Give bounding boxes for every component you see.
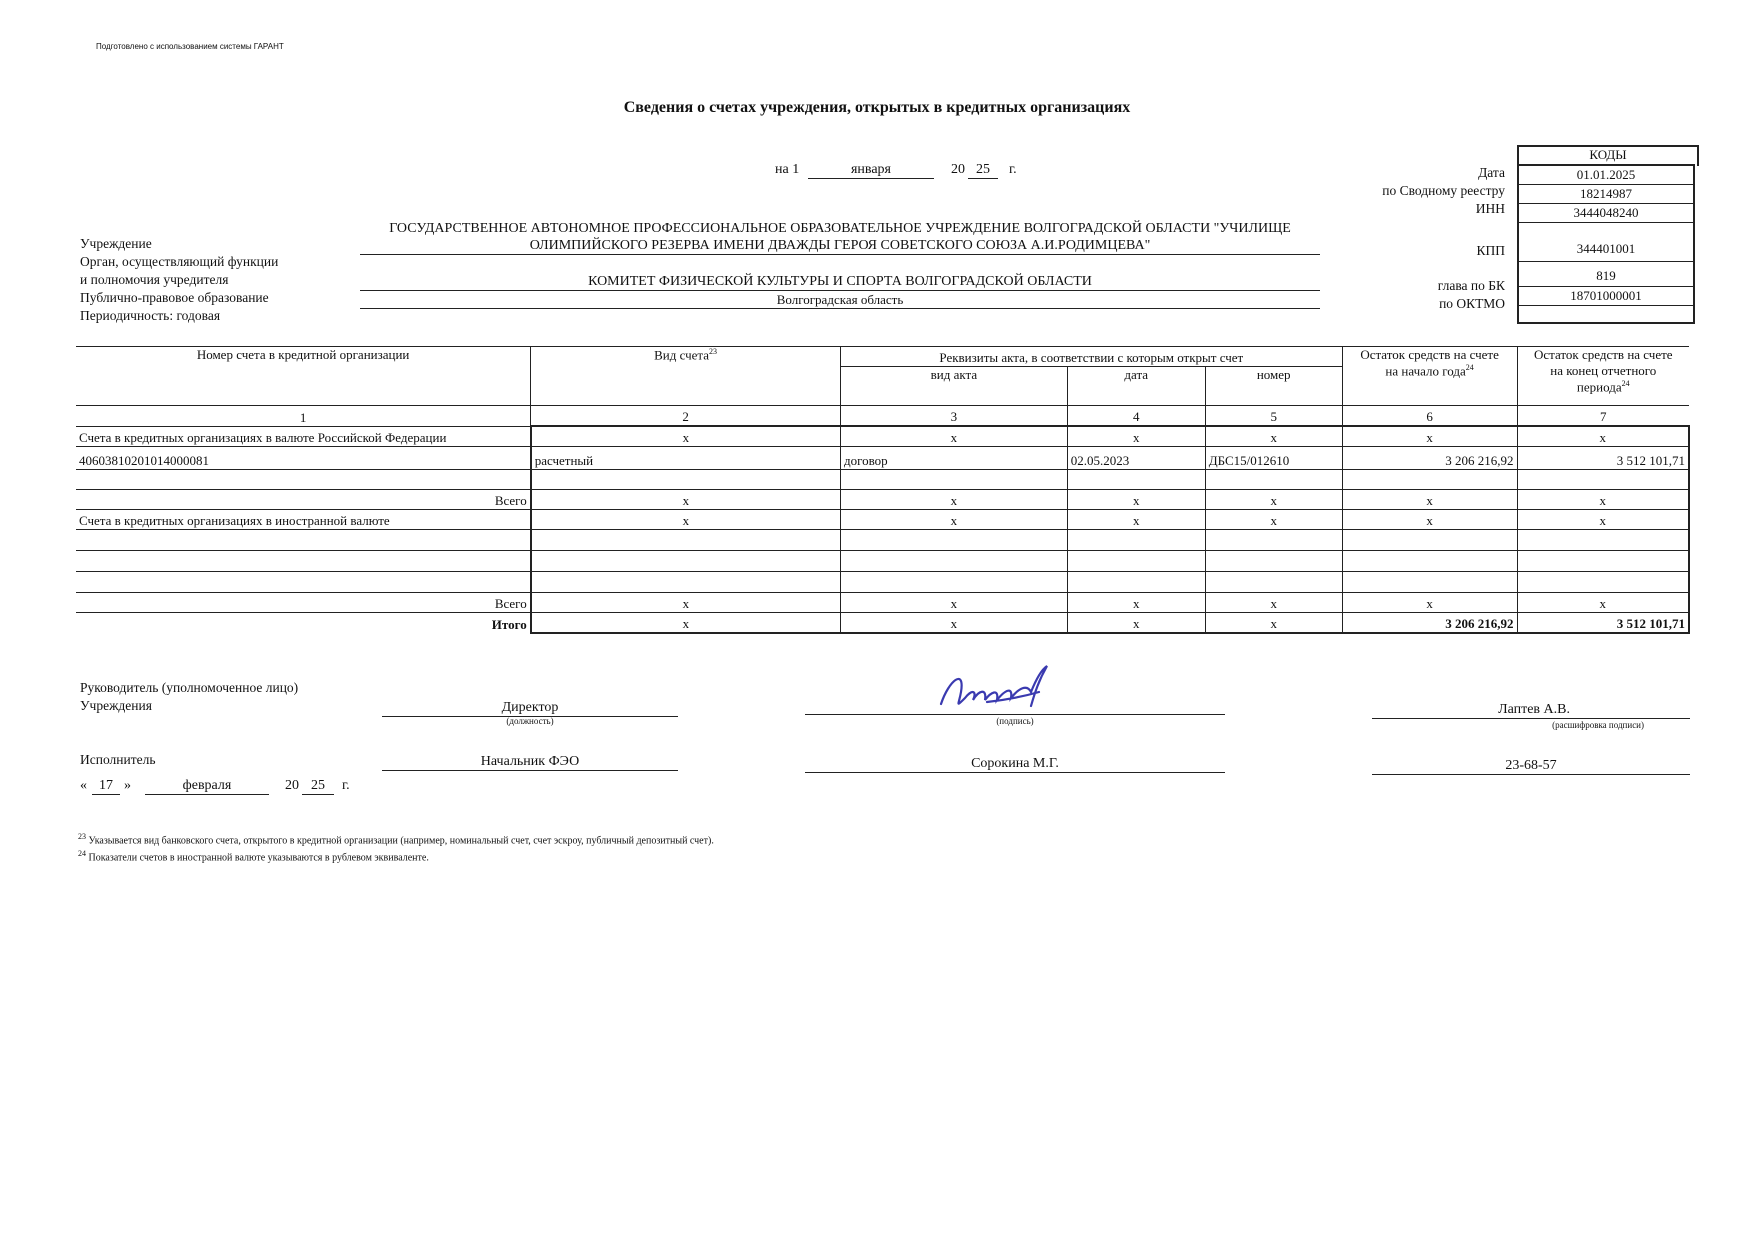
col-header-act-type: вид акта — [840, 367, 1067, 406]
cell-x: x — [1342, 490, 1517, 510]
cell-x: x — [1067, 593, 1205, 613]
founder-label-1: Орган, осуществляющий функции — [80, 254, 279, 269]
executor-position: Начальник ФЭО — [382, 754, 678, 771]
cell-x: x — [531, 510, 841, 530]
table-row — [76, 426, 1689, 447]
empty-cell — [840, 572, 1067, 593]
col-header-type: Вид счета$^{23}$ — [531, 347, 841, 406]
empty-cell — [1067, 572, 1205, 593]
executor-label: Исполнитель — [80, 752, 156, 767]
codes-header: КОДЫ — [1517, 145, 1699, 166]
empty-cell — [1205, 572, 1342, 593]
cell-x: x — [1205, 490, 1342, 510]
col-number: 5 — [1205, 406, 1342, 427]
empty-cell — [840, 470, 1067, 490]
empty-cell — [1342, 530, 1517, 551]
code-registry: 18214987 — [1519, 184, 1693, 203]
cell-x: x — [1067, 613, 1205, 634]
cell-x: x — [1342, 593, 1517, 613]
sign-date-g: г. — [342, 778, 350, 793]
code-inn-label: ИНН — [1475, 201, 1505, 216]
cell-x: x — [1205, 613, 1342, 634]
col-header-account: Номер счета в кредитной организации — [76, 347, 531, 406]
cell-x: x — [840, 426, 1067, 447]
report-date-year-prefix: 20 — [951, 162, 965, 177]
code-kpp: 344401001 — [1519, 222, 1693, 261]
cell-x: x — [1517, 426, 1689, 447]
col-number: 6 — [1342, 406, 1517, 427]
code-registry-label: по Сводному реестру — [1382, 183, 1505, 198]
code-date: 01.01.2025 — [1576, 167, 1636, 182]
code-bk-label: глава по БК — [1437, 278, 1505, 293]
code-bk: 819 — [1519, 261, 1693, 286]
empty-cell — [1205, 470, 1342, 490]
act-type: договор — [840, 447, 1067, 470]
cell-x: x — [1205, 426, 1342, 447]
empty-cell — [1205, 530, 1342, 551]
founder-label-2: и полномочия учредителя — [80, 272, 229, 287]
empty-cell — [76, 551, 531, 572]
code-date-label: Дата — [1478, 165, 1505, 180]
table-row — [76, 593, 1689, 613]
cell-x: x — [531, 490, 841, 510]
institution-name-line1: ГОСУДАРСТВЕННОЕ АВТОНОМНОЕ ПРОФЕССИОНАЛЬНОЕ ОБРАЗОВАТЕЛЬНОЕ УЧРЕЖДЕНИЕ ВОЛГОГРАДСКОЙ ОБЛАСТИ "УЧИЛИЩЕ — [389, 221, 1291, 236]
col-number: 7 — [1517, 406, 1689, 427]
cell-x: x — [1067, 490, 1205, 510]
public-label: Публично-правовое образование — [80, 290, 269, 305]
col-number: 3 — [840, 406, 1067, 427]
sign-date-year-prefix: 20 — [285, 778, 299, 793]
grand-total-row — [76, 613, 1689, 634]
table-row — [76, 447, 1689, 470]
empty-cell — [1342, 572, 1517, 593]
table-row — [76, 530, 1689, 551]
periodicity-label: Периодичность: годовая — [80, 308, 221, 323]
col-header-end: Остаток средств на счете на конец отчетного периода$^{24}$ — [1517, 347, 1689, 406]
code-oktmo-label: по ОКТМО — [1439, 296, 1505, 311]
col-header-act: Реквизиты акта, в соответствии с которым открыт счет — [840, 347, 1342, 367]
cell-x: x — [840, 613, 1067, 634]
table-row — [76, 551, 1689, 572]
cell-x: x — [840, 490, 1067, 510]
empty-cell — [76, 530, 531, 551]
code-kpp-label: КПП — [1476, 243, 1505, 258]
codes-box — [1517, 164, 1695, 324]
report-date-year: 25 — [968, 162, 998, 179]
empty-cell — [840, 530, 1067, 551]
table-row — [76, 572, 1689, 593]
table-row — [76, 490, 1689, 510]
cell-x: x — [1517, 510, 1689, 530]
sign-date-open: « — [80, 778, 87, 793]
table-row — [76, 510, 1689, 530]
code-inn: 3444048240 — [1519, 203, 1693, 222]
empty-cell — [1517, 470, 1689, 490]
executor-name: Сорокина М.Г. — [805, 756, 1225, 773]
cell-x: x — [531, 426, 841, 447]
founder-name: КОМИТЕТ ФИЗИЧЕСКОЙ КУЛЬТУРЫ И СПОРТА ВОЛГОГРАДСКОЙ ОБЛАСТИ — [360, 274, 1320, 291]
executor-phone: 23-68-57 — [1372, 758, 1690, 775]
cell-x: x — [840, 510, 1067, 530]
account-number: 40603810201014000081 — [76, 447, 531, 470]
col-header-start: Остаток средств на счете на начало года$^{24}$ — [1342, 347, 1517, 406]
cell-x: x — [531, 613, 841, 634]
empty-cell — [1067, 530, 1205, 551]
report-date-g: г. — [1009, 162, 1017, 177]
sign-date-year: 25 — [302, 778, 334, 795]
empty-cell — [531, 551, 841, 572]
institution-label: Учреждение — [80, 236, 152, 251]
total-fx-label: Всего — [76, 593, 531, 613]
empty-cell — [1205, 551, 1342, 572]
cell-x: x — [1517, 593, 1689, 613]
head-position: Директор — [382, 700, 678, 717]
empty-cell — [76, 572, 531, 593]
cell-x: x — [1342, 510, 1517, 530]
public-name: Волгоградская область — [360, 292, 1320, 309]
code-oktmo: 18701000001 — [1519, 286, 1693, 305]
act-number: ДБС15/012610 — [1205, 447, 1342, 470]
column-numbers-row — [76, 406, 1689, 427]
account-type: расчетный — [531, 447, 841, 470]
footnote-24: $^{24}$ Показатели счетов в иностранной валюте указываются в рублевом эквиваленте. — [78, 849, 429, 864]
institution-name-line2: ОЛИМПИЙСКОГО РЕЗЕРВА ИМЕНИ ДВАЖДЫ ГЕРОЯ СОВЕТСКОГО СОЮЗА А.И.РОДИМЦЕВА" — [360, 238, 1320, 255]
col-number: 4 — [1067, 406, 1205, 427]
empty-cell — [531, 530, 841, 551]
balance-end: 3 512 101,71 — [1517, 447, 1689, 470]
accounts-table — [76, 346, 1690, 634]
empty-cell — [76, 470, 531, 490]
section-fx-label: Счета в кредитных организациях в иностранной валюте — [76, 510, 531, 530]
empty-cell — [1067, 470, 1205, 490]
head-label-2: Учреждения — [80, 698, 152, 713]
cell-x: x — [1067, 426, 1205, 447]
section-rub-label: Счета в кредитных организациях в валюте Российской Федерации — [76, 426, 531, 447]
report-date-prefix: на 1 — [775, 162, 800, 177]
cell-x: x — [531, 593, 841, 613]
report-date-month: января — [808, 162, 934, 179]
head-label-1: Руководитель (уполномоченное лицо) — [80, 680, 299, 695]
cell-x: x — [1517, 490, 1689, 510]
col-header-act-date: дата — [1067, 367, 1205, 406]
empty-cell — [1517, 551, 1689, 572]
balance-start: 3 206 216,92 — [1342, 447, 1517, 470]
signature-caption: (подпись) — [996, 716, 1034, 726]
cell-x: x — [840, 593, 1067, 613]
col-number: 1 — [76, 406, 531, 427]
cell-x: x — [1067, 510, 1205, 530]
empty-cell — [531, 470, 841, 490]
act-date: 02.05.2023 — [1067, 447, 1205, 470]
grand-total-label: Итого — [491, 617, 527, 632]
col-header-act-number: номер — [1205, 367, 1342, 406]
empty-cell — [840, 551, 1067, 572]
head-name: Лаптев А.В. — [1372, 702, 1690, 719]
grand-total-end: 3 512 101,71 — [1517, 613, 1689, 634]
total-rub-label: Всего — [76, 490, 531, 510]
cell-x: x — [1205, 510, 1342, 530]
empty-cell — [1342, 551, 1517, 572]
position-caption: (должность) — [506, 716, 554, 726]
sign-date-month: февраля — [145, 778, 269, 795]
garant-note: Подготовлено с использованием системы ГАРАНТ — [96, 42, 284, 51]
footnote-23: $^{23}$ Указывается вид банковского счета, открытого в кредитной организации (например, номинальный счет, счет эскроу, публичный депозитный счет). — [78, 832, 714, 847]
empty-cell — [1517, 572, 1689, 593]
sign-date-day: 17 — [92, 778, 120, 795]
page-title: Сведения о счетах учреждения, открытых в кредитных организациях — [623, 99, 1131, 116]
col-number: 2 — [531, 406, 841, 427]
cell-x: x — [1342, 426, 1517, 447]
name-caption: (расшифровка подписи) — [1552, 720, 1644, 730]
empty-cell — [1067, 551, 1205, 572]
empty-cell — [531, 572, 841, 593]
table-row — [76, 470, 1689, 490]
handwritten-signature-icon — [935, 662, 1065, 714]
code-empty — [1519, 305, 1693, 322]
empty-cell — [1517, 530, 1689, 551]
empty-cell — [1342, 470, 1517, 490]
cell-x: x — [1205, 593, 1342, 613]
sign-date-close: » — [124, 778, 131, 793]
grand-total-start: 3 206 216,92 — [1342, 613, 1517, 634]
